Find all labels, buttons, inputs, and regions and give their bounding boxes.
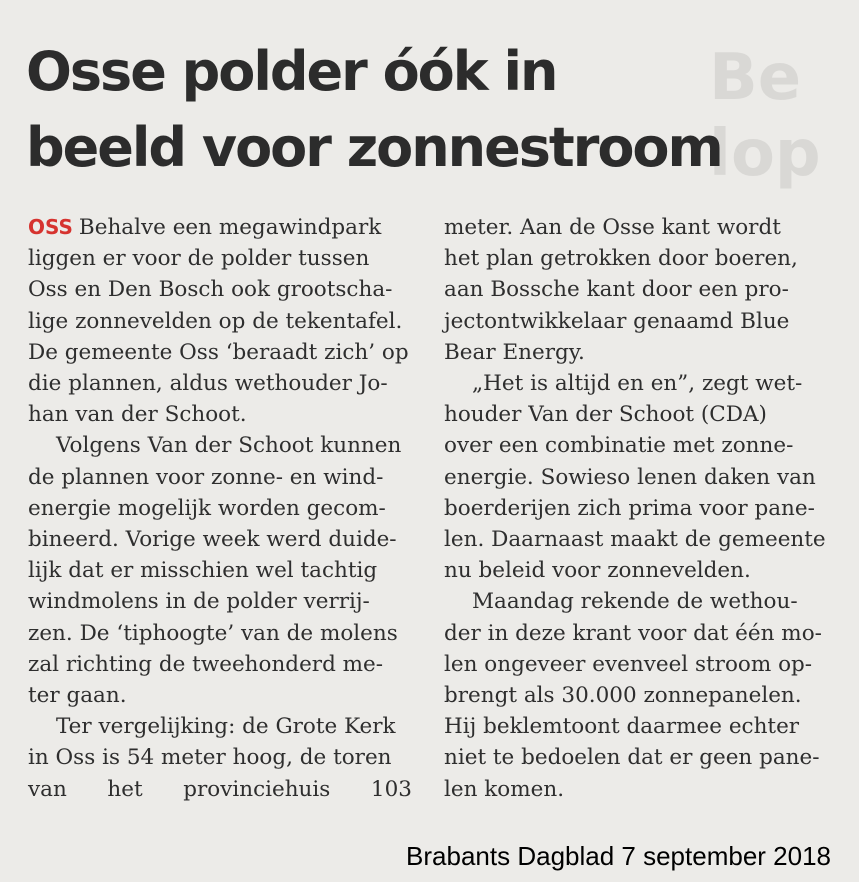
body-word: 103: [370, 776, 412, 802]
body-line: Ter vergelijking: de Grote Kerk: [56, 714, 396, 740]
body-line: nu beleid voor zonnevelden.: [444, 558, 751, 584]
body-line: len ongeveer evenveel stroom op-: [444, 651, 813, 677]
body-line: Bear Energy.: [444, 339, 585, 365]
body-line: niet te bedoelen dat er geen pane-: [444, 745, 820, 771]
body-line: energie mogelijk worden gecom-: [28, 495, 386, 521]
body-line: windmolens in de polder verrij-: [28, 589, 370, 615]
body-line: meter. Aan de Osse kant wordt: [444, 215, 781, 240]
body-line: Hij beklemtoont daarmee echter: [444, 714, 800, 740]
body-line: jectontwikkelaar genaamd Blue: [444, 308, 790, 334]
body-line: len. Daarnaast maakt de gemeente: [444, 527, 826, 553]
body-line: zal richting de tweehonderd me-: [28, 651, 384, 677]
body-line: houder Van der Schoot (CDA): [444, 402, 767, 428]
body-line: len komen.: [444, 776, 565, 802]
body-line: die plannen, aldus wethouder Jo-: [28, 371, 388, 397]
bleed-through-text: Be lop: [709, 41, 821, 191]
body-line: Maandag rekende de wethou-: [472, 589, 798, 615]
body-line: ter gaan.: [28, 683, 127, 709]
source-caption: Brabants Dagblad 7 september 2018: [406, 841, 831, 871]
body-line: „Het is altijd en en”, zegt wet-: [472, 371, 803, 397]
body-line: het plan getrokken door boeren,: [444, 246, 798, 272]
body-line: lijk dat er misschien wel tachtig: [28, 558, 378, 584]
body-line: Oss en Den Bosch ook grootscha-: [28, 277, 393, 303]
body-line: lige zonnevelden op de tekentafel.: [28, 308, 403, 334]
body-line: in Oss is 54 meter hoog, de toren: [28, 745, 392, 771]
body-line: der in deze krant voor dat één mo-: [444, 620, 822, 646]
article-column-left: [28, 212, 412, 805]
body-line: aan Bossche kant door een pro-: [444, 277, 789, 303]
body-line: energie. Sowieso lenen daken van: [444, 464, 816, 490]
body-line: De gemeente Oss ‘beraadt zich’ op: [28, 339, 409, 365]
body-line: liggen er voor de polder tussen: [28, 246, 370, 272]
headline-line: Osse polder óók in: [26, 40, 557, 103]
body-line: boerderijen zich prima voor pane-: [444, 495, 815, 521]
body-line: han van der Schoot.: [28, 402, 247, 428]
body-word: provinciehuis: [183, 776, 331, 802]
body-line: OSS Behalve een megawindpark: [28, 215, 382, 240]
article-column-right: [444, 212, 832, 805]
headline: [26, 34, 826, 186]
dateline: OSS: [28, 215, 73, 239]
body-line: de plannen voor zonne- en wind-: [28, 464, 384, 490]
body-line: Volgens Van der Schoot kunnen: [56, 433, 402, 459]
body-line: over een combinatie met zonne-: [444, 433, 794, 459]
headline-line: beeld voor zonnestroom: [26, 116, 722, 179]
body-word: van: [28, 776, 67, 802]
body-line-justified: [28, 774, 412, 805]
body-line: bineerd. Vorige week werd duide-: [28, 527, 397, 553]
body-line: zen. De ‘tiphoogte’ van de molens: [28, 620, 398, 646]
body-word: het: [107, 776, 143, 802]
body-line: brengt als 30.000 zonnepanelen.: [444, 683, 802, 709]
